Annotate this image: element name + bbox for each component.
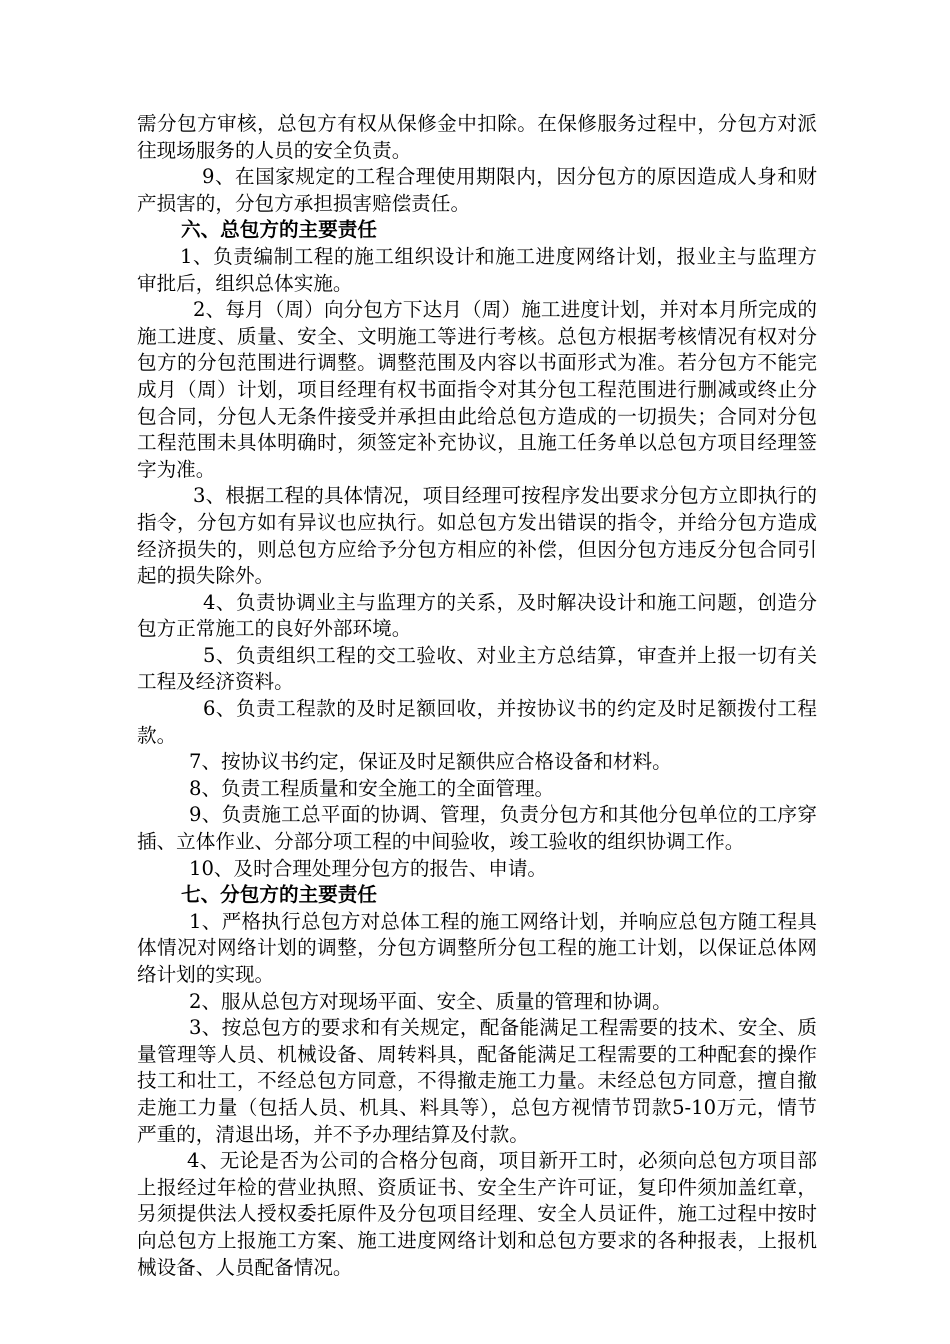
paragraph-item-9-warranty: 9、在国家规定的工程合理使用期限内，因分包方的原因造成人身和财产损害的，分包方承担损害赔偿责任。 xyxy=(137,165,817,215)
section-7-item-4: 4、无论是否为公司的合格分包商，项目新开工时，必须向总包方项目部上报经过年检的营业执照、资质证书、安全生产许可证，复印件须加盖红章，另须提供法人授权委托原件及分包项目经理、安全人员证件，施工过程中按时向总包方上报施工方案、施工进度网络计划和总包方要求的各种报表，上报机械设备、人员配备情况。 xyxy=(137,1149,817,1279)
section-6-item-10: 10、及时合理处理分包方的报告、申请。 xyxy=(189,856,548,880)
paragraph-continued: 需分包方审核，总包方有权从保修金中扣除。在保修服务过程中，分包方对派往现场服务的人员的安全负责。 xyxy=(137,112,817,162)
section-7-item-3: 3、按总包方的要求和有关规定，配备能满足工程需要的技术、安全、质量管理等人员、机械设备、周转料具，配备能满足工程需要的工种配套的操作技工和壮工，不经总包方同意，不得撤走施工力量。未经总包方同意，擅自撤走施工力量（包括人员、机具、料具等），总包方视情节罚款5-10万元，情节严重的，清退出场，并不予办理结算及付款。 xyxy=(137,1016,817,1146)
section-7-item-1: 1、严格执行总包方对总体工程的施工网络计划，并响应总包方随工程具体情况对网络计划的调整，分包方调整所分包工程的施工计划，以保证总体网络计划的实现。 xyxy=(137,909,817,986)
section-6-item-1: 1、负责编制工程的施工组织设计和施工进度网络计划，报业主与监理方审批后，组织总体实施。 xyxy=(137,244,817,295)
section-6-item-8: 8、负责工程质量和安全施工的全面管理。 xyxy=(189,776,555,800)
section-7-item-2: 2、服从总包方对现场平面、安全、质量的管理和协调。 xyxy=(189,989,672,1013)
section-6-heading: 六、总包方的主要责任 xyxy=(181,218,377,242)
section-6-item-2: 2、每月（周）向分包方下达月（周）施工进度计划，并对本月所完成的施工进度、质量、安全、文明施工等进行考核。总包方根据考核情况有权对分包方的分包范围进行调整。调整范围及内容以书面形式为准。若分包方不能完成月（周）计划，项目经理有权书面指令对其分包工程范围进行删减或终止分包合同，分包人无条件接受并承担由此给总包方造成的一切损失；合同对分包工程范围未具体明确时，须签定补充协议，且施工任务单以总包方项目经理签字为准。 xyxy=(137,298,817,481)
section-6-item-6: 6、负责工程款的及时足额回收，并按协议书的约定及时足额拨付工程款。 xyxy=(137,697,817,747)
section-7-heading: 七、分包方的主要责任 xyxy=(181,883,377,907)
section-6-item-5: 5、负责组织工程的交工验收、对业主方总结算，审查并上报一切有关工程及经济资料。 xyxy=(137,643,817,694)
section-6-item-3: 3、根据工程的具体情况，项目经理可按程序发出要求分包方立即执行的指令，分包方如有异议也应执行。如总包方发出错误的指令，并给分包方造成经济损失的，则总包方应给予分包方相应的补偿，但因分包方违反分包合同引起的损失除外。 xyxy=(137,484,817,588)
section-6-item-7: 7、按协议书约定，保证及时足额供应合格设备和材料。 xyxy=(189,750,672,774)
section-6-item-4: 4、负责协调业主与监理方的关系，及时解决设计和施工问题，创造分包方正常施工的良好外部环境。 xyxy=(137,590,817,641)
section-6-item-9: 9、负责施工总平面的协调、管理，负责分包方和其他分包单位的工序穿插、立体作业、分部分项工程的中间验收，竣工验收的组织协调工作。 xyxy=(137,803,817,854)
document-page xyxy=(137,111,817,1281)
